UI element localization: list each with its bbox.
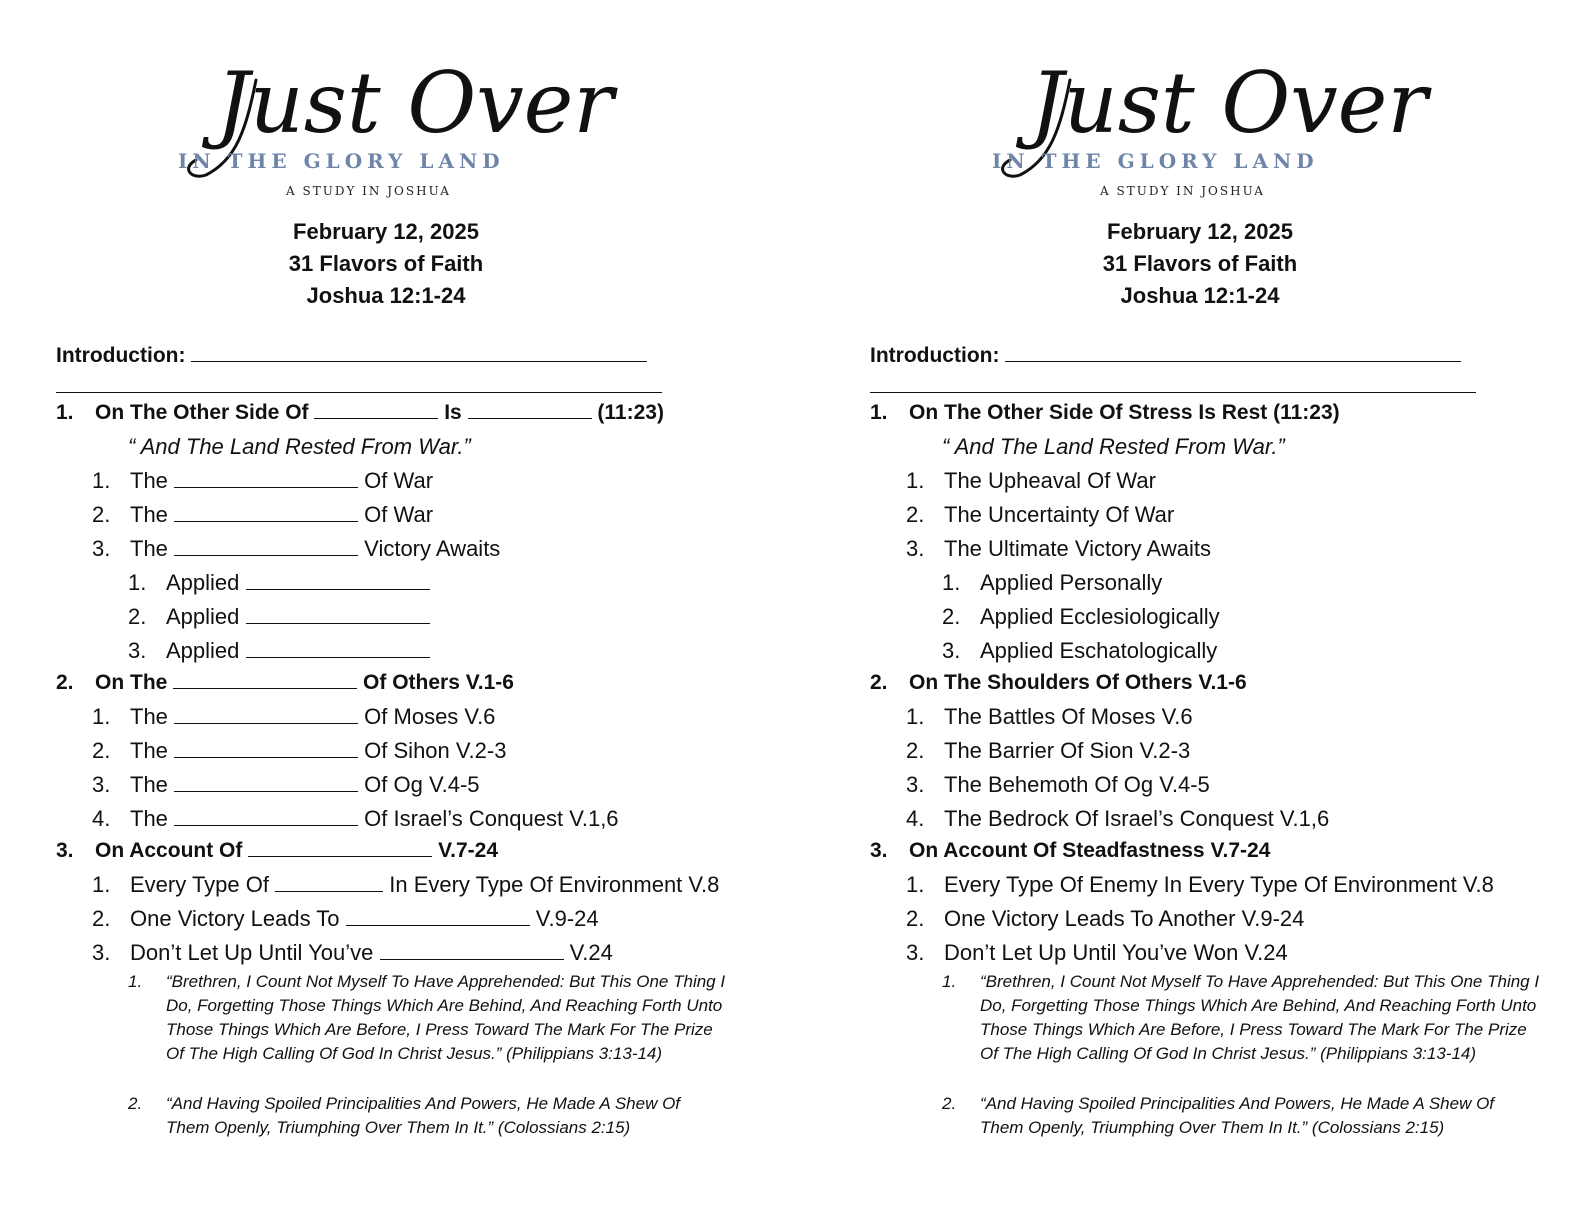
introduction-line <box>56 343 647 368</box>
fill-blank[interactable] <box>314 400 438 419</box>
point-text-c: (11:23) <box>597 401 664 424</box>
point-text: On The Shoulders Of Others V.1-6 <box>909 671 1247 694</box>
point-text-a: On The Other Side Of <box>95 401 309 424</box>
item-text-b: Of War <box>364 502 434 527</box>
logo-line1: IN THE GLORY LAND <box>992 149 1319 173</box>
verse-text: “Brethren, I Count Not Myself To Have Apprehended: But This One Thing I Do, Forgetting Those Things Which Are Behind, And Reaching Forth Unto Those Things Which Are Before, I Press Toward The Mark For The Prize Of The High Calling Of God In Christ Jesus.” (Philippians 3:13-14) <box>980 972 1540 1063</box>
item-text-a: The <box>130 502 168 527</box>
point-text <box>95 398 664 428</box>
item-number: 1. <box>942 570 961 595</box>
item-text: Every Type Of Enemy In Every Type Of Environment V.8 <box>944 872 1494 897</box>
item-text-b: V.24 <box>569 940 613 965</box>
verse-quote <box>942 970 1540 1066</box>
point-number: 1. <box>56 401 74 424</box>
fill-blank[interactable] <box>346 907 530 926</box>
point-text-a: On The <box>95 671 168 694</box>
item-number: 1. <box>128 570 147 595</box>
item-text <box>166 636 430 666</box>
item-text-a: The <box>130 806 168 831</box>
item-number: 1. <box>92 468 111 493</box>
logo-script: Just Over <box>216 54 614 152</box>
point-text-b: V.7-24 <box>438 839 499 862</box>
item-text-a: Applied <box>166 604 240 629</box>
item-number: 3. <box>942 638 961 663</box>
handout-filled <box>870 0 1584 1224</box>
verse-number: 2. <box>942 1094 957 1113</box>
verse-number: 1. <box>942 972 957 991</box>
item-number: 2. <box>906 502 925 527</box>
introduction-blank[interactable] <box>1005 343 1461 362</box>
item-number: 1. <box>906 468 925 493</box>
item-number: 1. <box>92 872 111 897</box>
fill-blank[interactable] <box>174 773 358 792</box>
item-text <box>130 534 500 564</box>
series-logo <box>56 0 786 215</box>
item-number: 2. <box>906 738 925 763</box>
point-number: 2. <box>870 671 888 694</box>
point-text: On Account Of Steadfastness V.7-24 <box>909 839 1271 862</box>
item-text-a: Applied <box>166 638 240 663</box>
point-number: 3. <box>56 839 74 862</box>
item-text: The Upheaval Of War <box>944 468 1156 493</box>
introduction-label: Introduction: <box>870 344 1000 367</box>
item-text <box>130 500 433 530</box>
item-number: 2. <box>92 906 111 931</box>
logo-line1: IN THE GLORY LAND <box>178 149 505 173</box>
verse-number: 1. <box>128 972 143 991</box>
item-text <box>130 938 613 968</box>
fill-blank[interactable] <box>174 807 358 826</box>
verse-quote <box>128 970 726 1066</box>
item-text: Applied Eschatologically <box>980 638 1218 663</box>
item-text-a: One Victory Leads To <box>130 906 340 931</box>
item-text: The Barrier Of Sion V.2-3 <box>944 738 1191 763</box>
sermon-header <box>870 216 1530 312</box>
fill-blank[interactable] <box>380 941 564 960</box>
item-text-b: Of Og V.4-5 <box>364 772 480 797</box>
item-text-b: Of Israel’s Conquest V.1,6 <box>364 806 619 831</box>
fill-blank[interactable] <box>246 639 430 658</box>
series-logo <box>870 0 1584 215</box>
item-number: 4. <box>906 806 925 831</box>
item-number: 3. <box>906 536 925 561</box>
sermon-date: February 12, 2025 <box>1107 219 1293 244</box>
item-number: 2. <box>128 604 147 629</box>
item-number: 1. <box>906 704 925 729</box>
item-text-a: Don’t Let Up Until You’ve <box>130 940 374 965</box>
introduction-label: Introduction: <box>56 344 186 367</box>
item-text-b: Of Moses V.6 <box>364 704 496 729</box>
item-text: Don’t Let Up Until You’ve Won V.24 <box>944 940 1288 965</box>
item-number: 3. <box>128 638 147 663</box>
point-number: 3. <box>870 839 888 862</box>
item-text <box>130 904 599 934</box>
point-number: 1. <box>870 401 888 424</box>
item-text-b: V.9-24 <box>535 906 599 931</box>
logo-script: Just Over <box>1030 54 1428 152</box>
point-1-quote: “ And The Land Rested From War.” <box>942 434 1285 459</box>
item-text-a: The <box>130 536 168 561</box>
item-number: 3. <box>92 536 111 561</box>
verse-text: “And Having Spoiled Principalities And Powers, He Made A Shew Of Them Openly, Triumphing Over Them In It.” (Colossians 2:15) <box>166 1094 681 1137</box>
introduction-blank-2[interactable] <box>56 392 662 393</box>
fill-blank[interactable] <box>174 705 358 724</box>
item-text <box>130 466 433 496</box>
item-number: 2. <box>92 738 111 763</box>
item-text-b: Victory Awaits <box>364 536 501 561</box>
introduction-line <box>870 343 1461 368</box>
item-number: 2. <box>942 604 961 629</box>
item-text: One Victory Leads To Another V.9-24 <box>944 906 1305 931</box>
item-number: 2. <box>92 502 111 527</box>
item-text-b: Of Sihon V.2-3 <box>364 738 507 763</box>
sermon-passage: Joshua 12:1-24 <box>306 283 466 308</box>
sermon-header <box>56 216 716 312</box>
handout-blank <box>56 0 786 1224</box>
point-text <box>95 668 514 698</box>
item-text-b: In Every Type Of Environment V.8 <box>389 872 720 897</box>
item-text-a: The <box>130 772 168 797</box>
logo-line2: A STUDY IN JOSHUA <box>1100 184 1265 198</box>
point-1-quote: “ And The Land Rested From War.” <box>128 434 471 459</box>
item-number: 2. <box>906 906 925 931</box>
item-text-a: Every Type Of <box>130 872 269 897</box>
item-text <box>130 702 495 732</box>
item-text <box>130 736 506 766</box>
verse-text: “Brethren, I Count Not Myself To Have Apprehended: But This One Thing I Do, Forgetting Those Things Which Are Behind, And Reaching Forth Unto Those Things Which Are Before, I Press Toward The Mark For The Prize Of The High Calling Of God In Christ Jesus.” (Philippians 3:13-14) <box>166 972 726 1063</box>
fill-blank[interactable] <box>174 469 358 488</box>
item-text-a: The <box>130 704 168 729</box>
item-text-a: Applied <box>166 570 240 595</box>
sermon-title: 31 Flavors of Faith <box>288 251 484 276</box>
point-text-a: On Account Of <box>95 839 243 862</box>
item-text: The Ultimate Victory Awaits <box>944 536 1211 561</box>
introduction-blank[interactable] <box>191 343 647 362</box>
item-text: The Behemoth Of Og V.4-5 <box>944 772 1210 797</box>
point-text: On The Other Side Of Stress Is Rest (11:23) <box>909 401 1340 424</box>
verse-quote <box>128 1092 688 1140</box>
item-number: 3. <box>92 772 111 797</box>
item-text-a: The <box>130 468 168 493</box>
verse-number: 2. <box>128 1094 143 1113</box>
point-number: 2. <box>56 671 74 694</box>
logo-line2: A STUDY IN JOSHUA <box>286 184 451 198</box>
just-over-logo-graphic <box>990 40 1430 210</box>
item-text <box>130 804 619 834</box>
fill-blank[interactable] <box>174 503 358 522</box>
item-text: The Uncertainty Of War <box>944 502 1175 527</box>
fill-blank[interactable] <box>246 571 430 590</box>
sermon-passage: Joshua 12:1-24 <box>1120 283 1280 308</box>
fill-blank[interactable] <box>174 739 358 758</box>
fill-blank[interactable] <box>174 537 358 556</box>
item-text <box>166 568 430 598</box>
fill-blank[interactable] <box>275 873 383 892</box>
point-text-b: Of Others V.1-6 <box>363 671 514 694</box>
verse-quote <box>942 1092 1502 1140</box>
item-number: 4. <box>92 806 111 831</box>
fill-blank[interactable] <box>173 670 357 689</box>
item-number: 3. <box>92 940 111 965</box>
just-over-logo-graphic <box>176 40 616 210</box>
item-text <box>130 770 480 800</box>
item-number: 3. <box>906 772 925 797</box>
item-text-b: Of War <box>364 468 434 493</box>
point-text <box>95 836 498 866</box>
item-text: Applied Ecclesiologically <box>980 604 1220 629</box>
fill-blank[interactable] <box>246 605 430 624</box>
item-text <box>130 870 719 900</box>
item-text: The Battles Of Moses V.6 <box>944 704 1193 729</box>
item-number: 1. <box>906 872 925 897</box>
sermon-title: 31 Flavors of Faith <box>1102 251 1298 276</box>
item-text <box>166 602 430 632</box>
item-text: Applied Personally <box>980 570 1163 595</box>
fill-blank[interactable] <box>248 838 432 857</box>
fill-blank[interactable] <box>468 400 592 419</box>
point-text-b: Is <box>444 401 462 424</box>
item-text: The Bedrock Of Israel’s Conquest V.1,6 <box>944 806 1330 831</box>
introduction-blank-2[interactable] <box>870 392 1476 393</box>
item-number: 3. <box>906 940 925 965</box>
verse-text: “And Having Spoiled Principalities And Powers, He Made A Shew Of Them Openly, Triumphing Over Them In It.” (Colossians 2:15) <box>980 1094 1495 1137</box>
sermon-date: February 12, 2025 <box>293 219 479 244</box>
item-number: 1. <box>92 704 111 729</box>
item-text-a: The <box>130 738 168 763</box>
